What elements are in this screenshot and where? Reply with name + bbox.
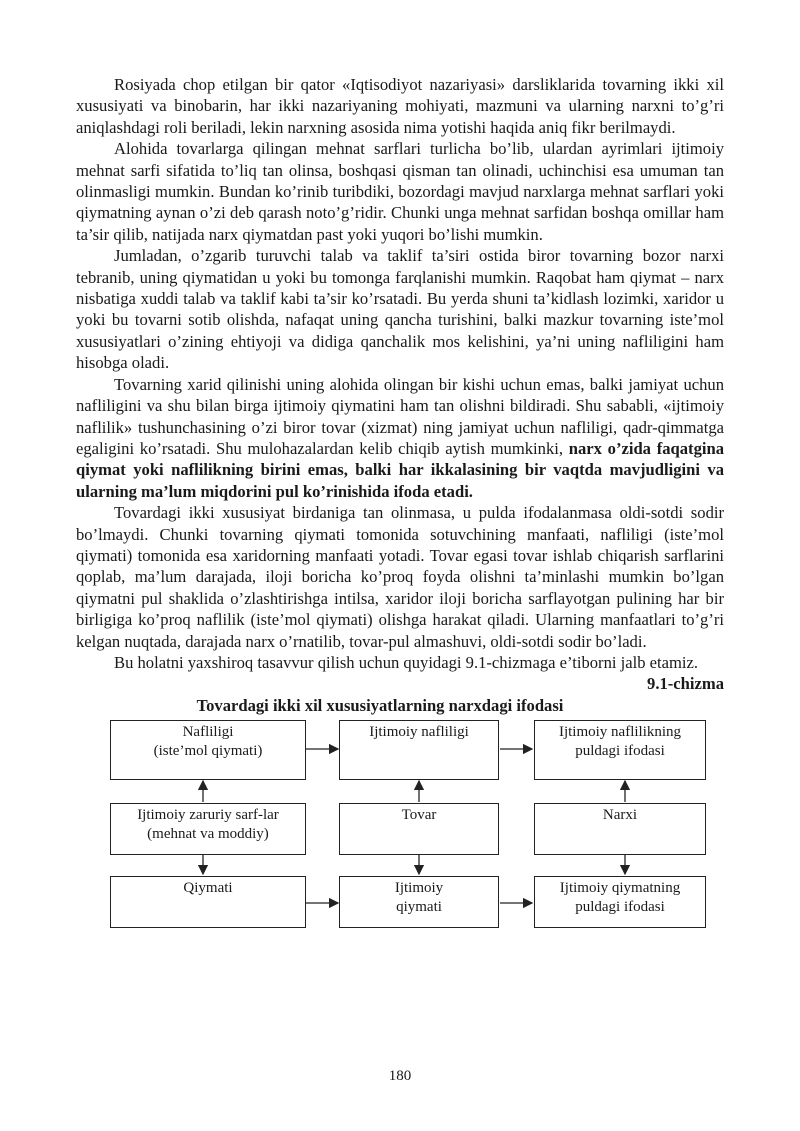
box-narxi: Narxi bbox=[534, 803, 706, 855]
page-number: 180 bbox=[388, 1068, 412, 1084]
box-ijtimoiy-nafliligi: Ijtimoiy nafliligi bbox=[339, 720, 499, 780]
box-ijtimoiy-naflilik-pul: Ijtimoiy naflilikning puldagi ifodasi bbox=[534, 720, 706, 780]
paragraph-4 bbox=[76, 374, 724, 502]
paragraph-4-text: Tovarning xarid qilinishi uning alohida olingan bir kishi uchun emas, balki jamiyat uchun nafliligini va shu bilan birga ijtimoiy qiymatini ham tan olishni bildiradi. Shu sababli, «ijtimoiy naflilik» tushunchasining o’zi biror tovar (xizmat) ning jamiyat uchun nafliligi, qadr-qimmatga egaligini ko’rsatadi. Shu mulohazalardan kelib chiqib aytish mumkinki, bbox=[76, 374, 724, 458]
box-qiymati: Qiymati bbox=[110, 876, 306, 928]
box-nafliligi: Nafliligi (iste’mol qiymati) bbox=[110, 720, 306, 780]
box-ijtimoiy-qiymat-pul: Ijtimoiy qiymatning puldagi ifodasi bbox=[534, 876, 706, 928]
box-zaruriy-sarf: Ijtimoiy zaruriy sarf-lar (mehnat va moddiy) bbox=[110, 803, 306, 855]
paragraph-2: Alohida tovarlarga qilingan mehnat sarflari turlicha bo’lib, ulardan ayrimlari ijtimoiy mehnat sarfi sifatida to’liq tan olinsa, boshqasi qisman tan olinadi, uchinchisi esa umuman tan olinmasligi mumkin. Bundan ko’rinib turibdiki, bozordagi mavjud narxlarga mehnat sarflari yoki qiymatning aynan o’zi deb qarash noto’g’ridir. Chunki unga mehnat sarfidan boshqa omillar ham ta’sir qilib, natijada narx qiymatdan past yoki yuqori bo’lishi mumkin. bbox=[76, 139, 724, 244]
paragraph-1: Rosiyada chop etilgan bir qator «Iqtisodiyot nazariyasi» darsliklarida tovarning ikki xil xususiyati va binobarin, har ikki nazariyaning mohiyati, mazmuni va ularning narxni to’g’ri aniqlashdagi roli beriladi, lekin narxning asosida nima yotishi haqida aniq fikr berilmaydi. bbox=[76, 75, 724, 137]
paragraph-5: Tovardagi ikki xususiyat birdaniga tan olinmasa, u pulda ifodalanmasa oldi-sotdi sodir bo’lmaydi. Chunki tovarning qiymati tomonida sotuvchining manfaati, nafliligi (iste’mol qiymati) tomonida esa xaridorning manfaati yotadi. Tovar egasi tovar ishlab chiqarish sarflarini qoplab, ma’lum darajada, iloji boricha ko’proq foyda olishni ta’minlashi mumkin bo’lgan qiymatni pul shaklida o’zlashtirishga intilsa, xaridor iloji boricha sarflayotgan pulining har bir birligiga ko’proq naflilik (iste’mol qiymati) olishga harakat qiladi. Ularning manfaatlari to’g’ri kelgan nuqtada, darajada narx o’rnatilib, tovar-pul almashuvi, oldi-sotdi sodir bo’ladi. bbox=[76, 503, 724, 651]
figure-number: 9.1-chizma bbox=[647, 674, 724, 694]
flow-diagram bbox=[76, 720, 724, 932]
box-ijtimoiy-qiymati: Ijtimoiy qiymati bbox=[339, 876, 499, 928]
paragraph-6: Bu holatni yaxshiroq tasavvur qilish uchun quyidagi 9.1-chizmaga e’tiborni jalb etamiz. bbox=[114, 652, 699, 672]
figure-title: Tovardagi ikki xil xususiyatlarning narxdagi ifodasi bbox=[196, 695, 564, 715]
paragraph-3: Jumladan, o’zgarib turuvchi talab va taklif ta’siri ostida biror tovarning bozor narxi tebranib, uning qiymatidan u yoki bu tomonga farqlanishi mumkin. Raqobat ham qiymat – narx nisbatiga xuddi talab va taklif kabi ta’sir ko’rsatadi. Bu yerda shuni ta’kidlash lozimki, xaridor u yoki bu tovarni sotib olishda, nafaqat uning qancha turishini, balki mazkur tovarning iste’mol xususiyatlari o’zining ehtiyoji va didiga qanchalik mos kelishini, ya’ni uning nafliligini ham hisobga oladi. bbox=[76, 246, 724, 373]
box-tovar: Tovar bbox=[339, 803, 499, 855]
paragraph-4-bold: narx o’zida faqatgina qiymat yoki naflilikning birini emas, balki har ikkalasining bir vaqtda mavjudligini va ularning ma’lum miqdorini pul ko’rinishida ifoda etadi. bbox=[76, 438, 724, 501]
page-content bbox=[76, 74, 724, 932]
